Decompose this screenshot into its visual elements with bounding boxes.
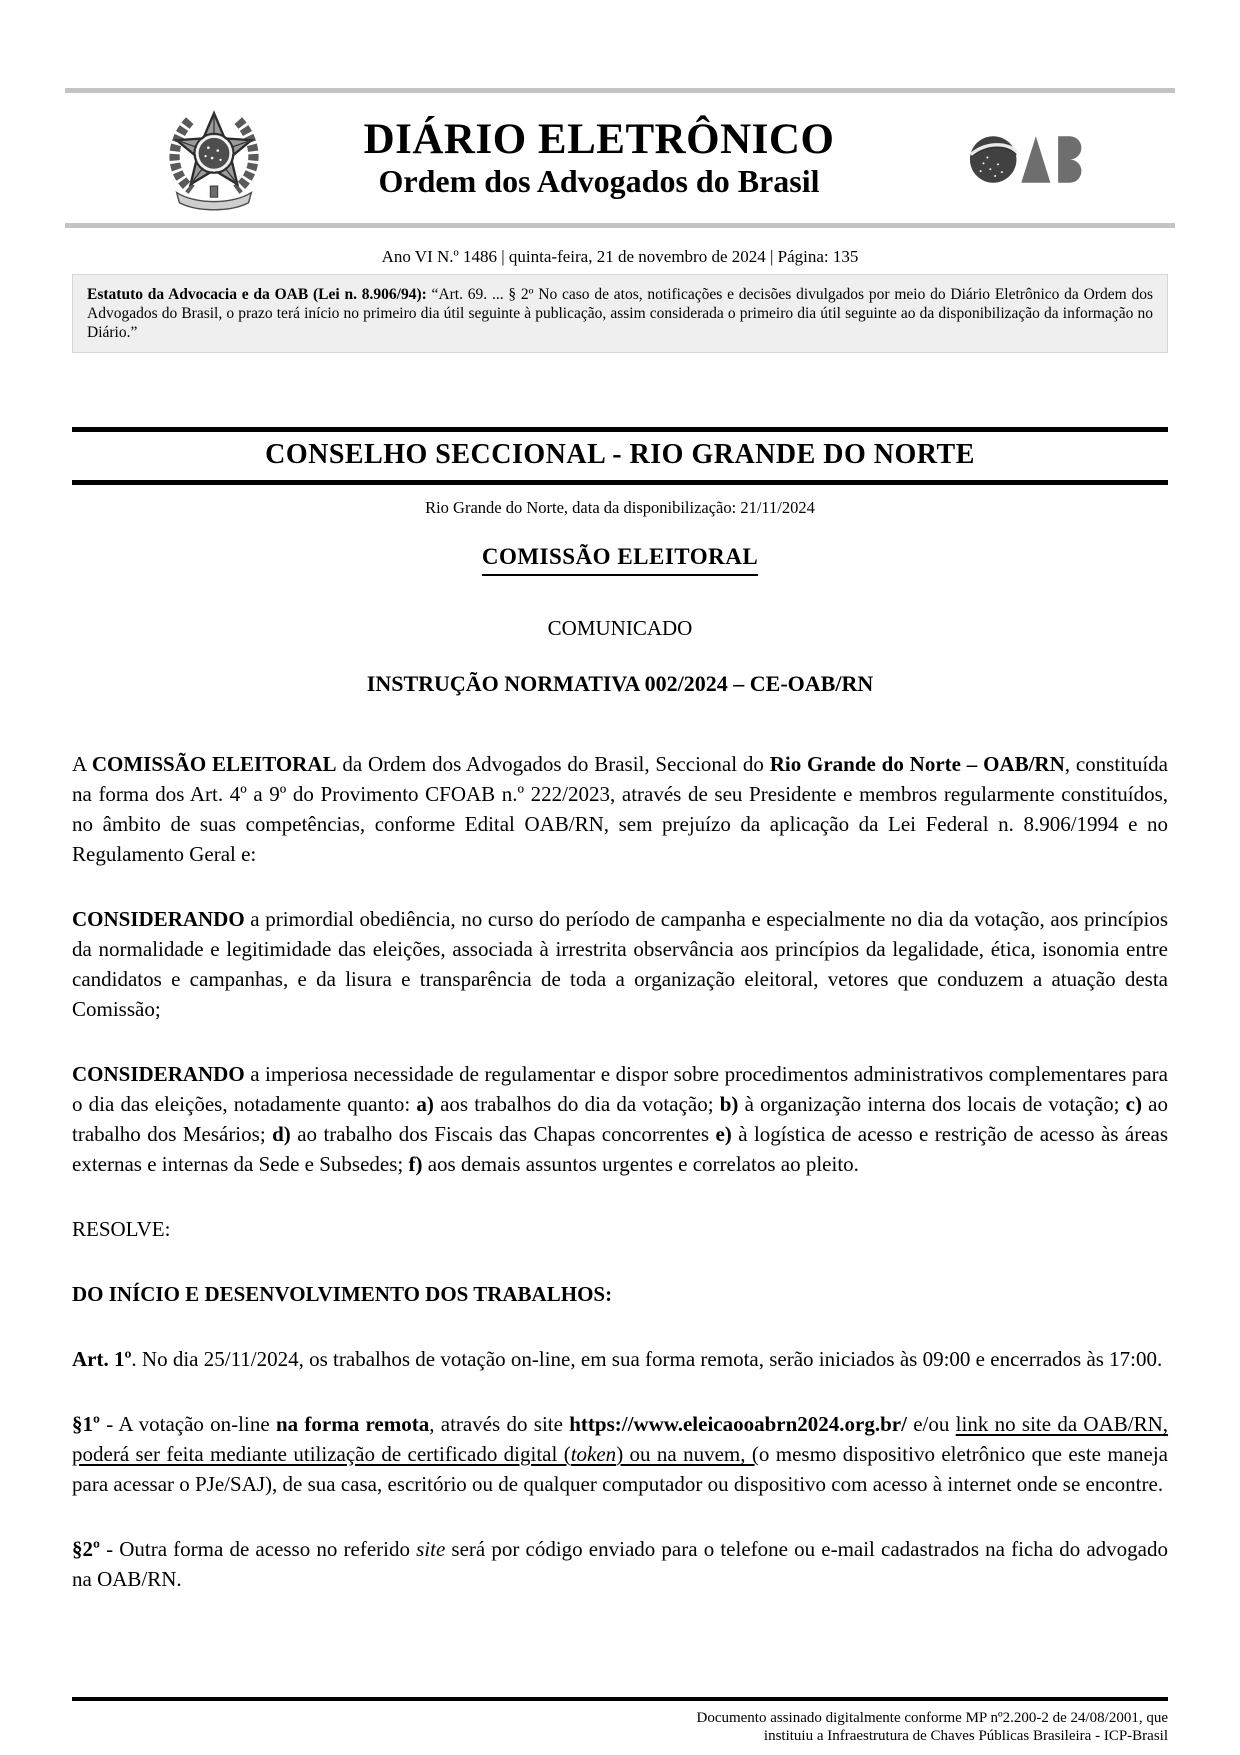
- paragraph: DO INÍCIO E DESENVOLVIMENTO DOS TRABALHOS:: [72, 1282, 613, 1306]
- paragraph: RESOLVE:: [72, 1217, 171, 1241]
- availability-line: Rio Grande do Norte, data da disponibilização: 21/11/2024: [425, 498, 815, 517]
- signature-note-line2: instituiu a Infraestrutura de Chaves Públicas Brasileira - ICP-Brasil: [763, 1728, 1168, 1744]
- paragraph: A COMISSÃO ELEITORAL da Ordem dos Advogados do Brasil, Seccional do Rio Grande do Norte – OAB/RN, constituída na forma dos Art. 4º a 9º do Provimento CFOAB n.º 222/2023, através de seu Presidente e membros regularmente constituídos, no âmbito de suas competências, conforme Edital OAB/RN, sem prejuízo da aplicação da Lei Federal n. 8.906/1994 e no Regulamento Geral e:: [72, 752, 1168, 866]
- statute-lead: Estatuto da Advocacia e da OAB (Lei n. 8.906/94):: [87, 286, 427, 303]
- comunicado-heading: COMUNICADO: [547, 616, 693, 640]
- header: [72, 99, 1168, 217]
- commission-heading-text: COMISSÃO ELEITORAL: [482, 544, 758, 576]
- paragraph: Art. 1º. No dia 25/11/2024, os trabalhos de votação on-line, em sua forma remota, serão iniciados às 09:00 e encerrados às 17:00.: [72, 1347, 1163, 1371]
- header-top-divider: [65, 88, 1175, 93]
- journal-subtitle: Ordem dos Advogados do Brasil: [378, 163, 820, 199]
- instruction-heading: INSTRUÇÃO NORMATIVA 002/2024 – CE-OAB/RN: [366, 671, 874, 696]
- journal-title: DIÁRIO ELETRÔNICO: [363, 116, 835, 163]
- brazil-coat-of-arms-icon: [158, 102, 270, 214]
- paragraph: §2º - Outra forma de acesso no referido site será por código enviado para o telefone ou e-mail cadastrados na ficha do advogado na OAB/RN.: [72, 1537, 1168, 1591]
- paragraph: §1º - A votação on-line na forma remota, através do site https://www.eleicaooabrn2024.org.br/ e/ou link no site da OAB/RN, poderá ser feita mediante utilização de certificado digital (token) ou na nuvem, (o mesmo dispositivo eletrônico que este maneja para acessar o PJe/SAJ), de sua casa, escritório ou de qualquer computador ou dispositivo com acesso à internet onde se encontre.: [72, 1412, 1169, 1496]
- paragraph: CONSIDERANDO a imperiosa necessidade de regulamentar e dispor sobre procedimentos administrativos complementares para o dia das eleições, notadamente quanto: a) aos trabalhos do dia da votação; b) à organização interna dos locais de votação; c) ao trabalho dos Mesários; d) ao trabalho dos Fiscais das Chapas concorrentes e) à logística de acesso e restrição de acesso às áreas externas e internas da Sede e Subsedes; f) aos demais assuntos urgentes e correlatos ao pleito.: [72, 1062, 1169, 1176]
- signature-note: [72, 1709, 1168, 1745]
- signature-note-line1: Documento assinado digitalmente conforme MP nº2.200-2 de 24/08/2001, que: [696, 1710, 1168, 1726]
- header-bottom-divider: [65, 223, 1175, 228]
- section-rule-bottom: [72, 480, 1168, 485]
- statute-text: “Art. 69. ... § 2º No caso de atos, notificações e decisões divulgados por meio do Diário Eletrônico da Ordem dos Advogados do Brasil, o prazo terá início no primeiro dia útil seguinte à publicação, assim considerada o primeiro dia útil seguinte ao da disponibilização da informação no Diário.”: [87, 286, 1153, 341]
- paragraph: CONSIDERANDO a primordial obediência, no curso do período de campanha e especialmente no dia da votação, aos princípios da normalidade e legitimidade das eleições, associada à irrestrita observância aos princípios da legalidade, ética, isonomia entre candidatos e campanhas, e da lisura e transparência de toda a organização eleitoral, vetores que conduzem a atuação desta Comissão;: [72, 907, 1168, 1021]
- statute-box: [72, 274, 1168, 353]
- footer: [72, 1697, 1168, 1745]
- oab-logo-icon: [968, 130, 1094, 187]
- document-body: [72, 749, 1168, 1594]
- commission-heading: [0, 544, 1240, 576]
- footer-divider: [72, 1697, 1168, 1701]
- section-title: CONSELHO SECCIONAL - RIO GRANDE DO NORTE: [265, 439, 975, 470]
- journal-masthead: [270, 117, 968, 199]
- issue-line: Ano VI N.º 1486 | quinta-feira, 21 de novembro de 2024 | Página: 135: [381, 247, 859, 266]
